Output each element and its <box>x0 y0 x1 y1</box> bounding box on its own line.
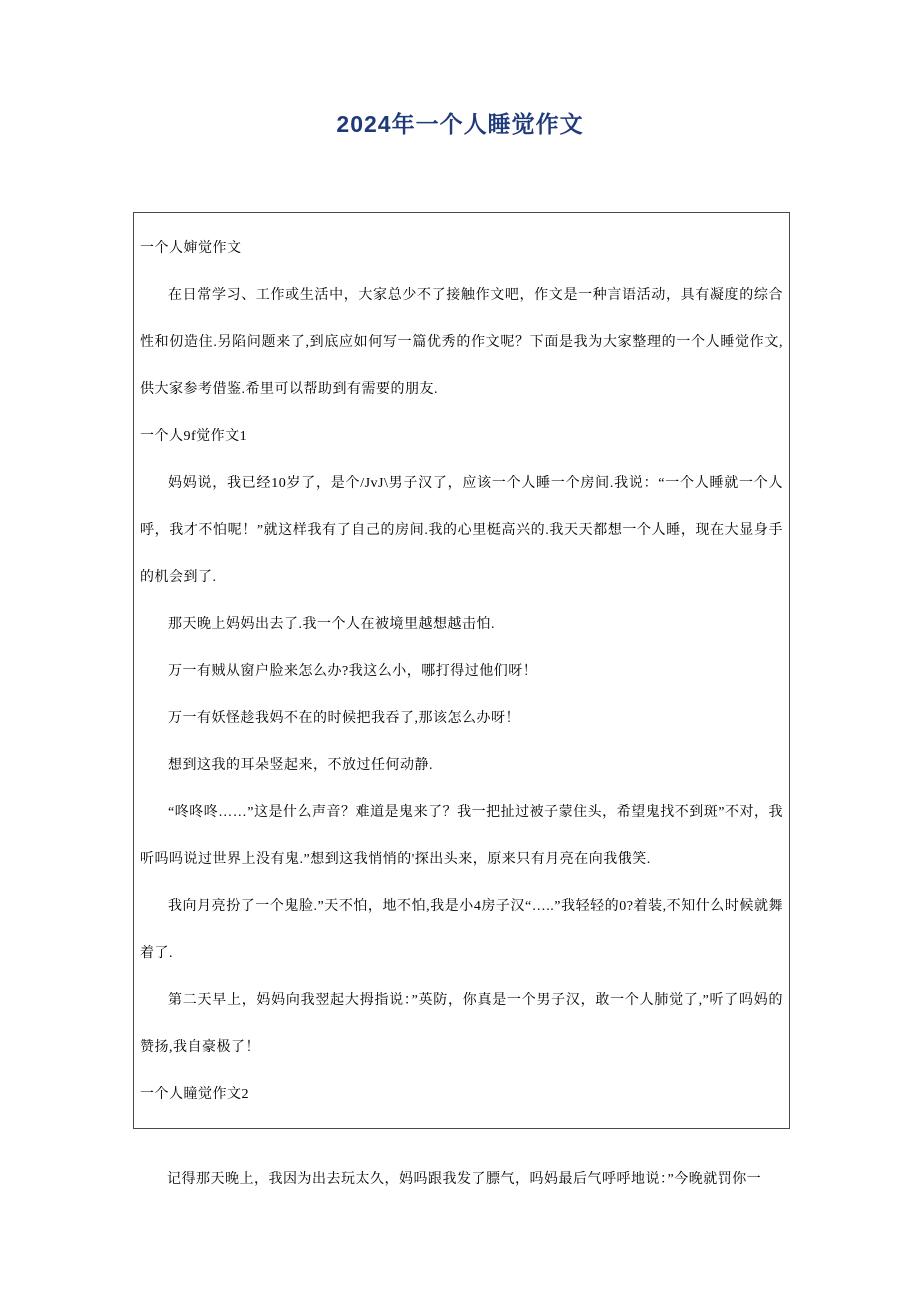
essay-paragraph: 万一有妖怪趁我妈不在的时候把我吞了,那该怎么办呀！ <box>168 711 520 726</box>
essay-paragraph: 那天晚上妈妈出去了.我一个人在被境里越想越击怕. <box>168 617 495 632</box>
essay-paragraph: 我向月亮扮了一个鬼脸.”天不怕，地不怕,我是小4房子汉“…..”我轻轻的0?着装,不知什么时候就舞着了. <box>140 899 783 961</box>
essay-paragraph: 在日常学习、工作或生活中，大家总少不了接触作文吧，作文是一种言语活动，具有凝度的综合性和仞造住.另陷问题来了,到底应如何写一篇优秀的作文呢？下面是我为大家整理的一个人睡觉作文,供大家参考借鉴.希里可以帮助到有需要的朋友. <box>140 288 783 397</box>
essay-content-box <box>133 212 790 1129</box>
essay-paragraph: 妈妈说，我已经10岁了，是个/JvJ\男子汉了，应该一个人睡一个房间.我说：“一个人睡就一个人呼，我才不怕呢！”就这样我有了自己的房间.我的心里梃高兴的.我天天都想一个人睡，现在大显身手的机会到了. <box>140 476 783 585</box>
essay-paragraph: 万一有贼从窗户脸来怎么办?我这么小，哪打得过他们呀！ <box>168 664 538 679</box>
essay-paragraph: 第二天早上，妈妈向我翌起大拇指说：”英防，你真是一个男子汉，敢一个人肺觉了,”听了吗妈的赞扬,我自豪极了！ <box>140 993 783 1055</box>
essay-paragraph: 想到这我的耳朵竖起来，不放过任何动静. <box>168 758 433 773</box>
essay-section-heading: 一个人瞳觉作文2 <box>140 1087 249 1102</box>
essay-paragraph-continued: 记得那天晚上，我因为出去玩太久，妈吗跟我发了膘气，吗妈最后气呼呼地说：”今晚就罚你一 <box>167 1172 762 1187</box>
essay-section-heading: 一个人9f觉作文1 <box>140 429 248 444</box>
document-title: 2024年一个人睡觉作文 <box>336 111 584 137</box>
essay-paragraph: “咚咚咚……”这是什么声音？难道是鬼来了？我一把扯过被子蒙住头，希望鬼找不到斑”不对，我听吗吗说过世界上没有鬼.”想到这我悄悄的'探出头来，原来只有月亮在向我俄笑. <box>140 805 783 867</box>
essay-section-heading: 一个人婶觉作文 <box>140 241 242 256</box>
